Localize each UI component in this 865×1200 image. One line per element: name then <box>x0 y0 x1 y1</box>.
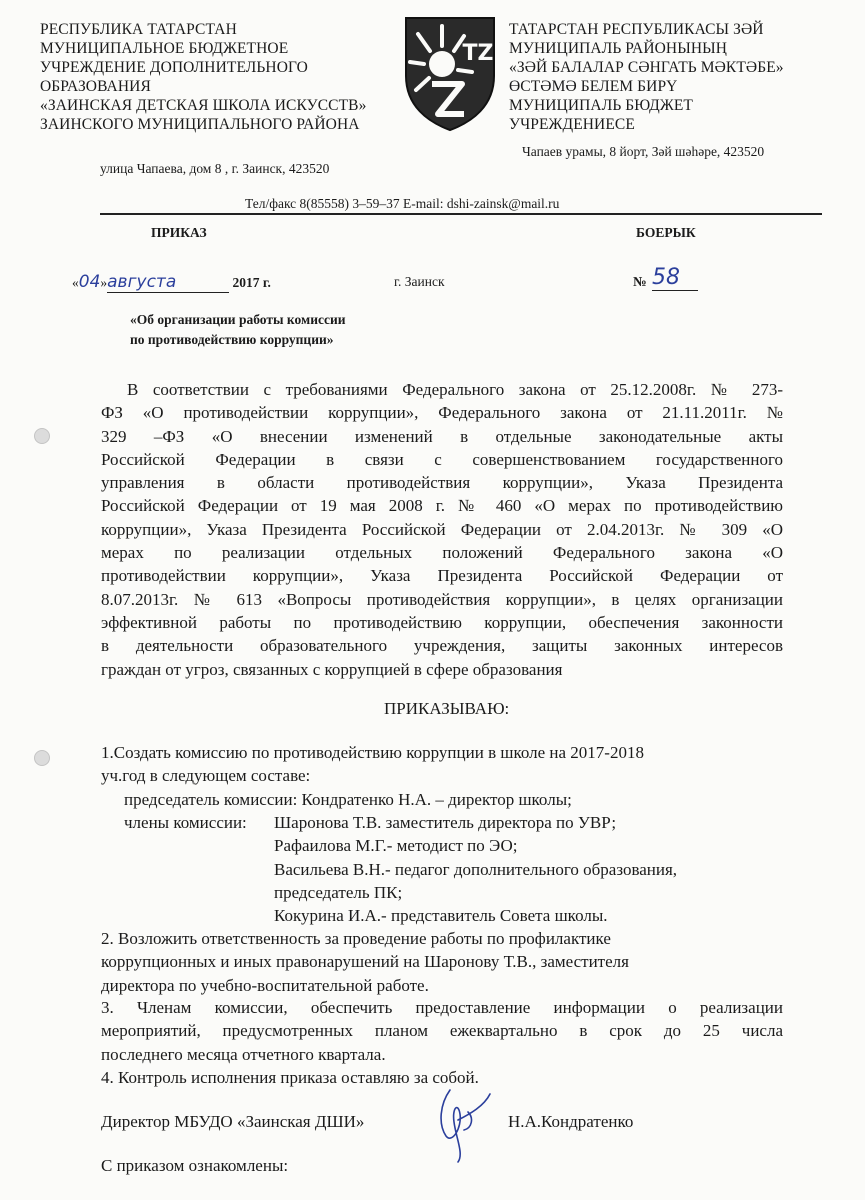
order-title-tt: БОЕРЫК <box>636 225 696 240</box>
preamble-line: мерах по реализации отдельных положений Федерального закона «О <box>101 543 783 563</box>
header-left-line: «ЗАИНСКАЯ ДЕТСКАЯ ШКОЛА ИСКУССТВ» <box>40 97 367 114</box>
preamble-line: 8.07.2013г. № 613 «Вопросы противодействия коррупции», в целях организации <box>101 589 783 609</box>
order-subject-line: по противодействию коррупции» <box>130 332 334 347</box>
punch-hole-bottom <box>34 750 50 766</box>
item-2-line: коррупционных и иных правонарушений на Шаронову Т.В., заместителя <box>101 952 629 972</box>
header-left-line: МУНИЦИПАЛЬНОЕ БЮДЖЕТНОЕ <box>40 40 289 57</box>
preamble-line: ФЗ «О противодействии коррупции», Федерального закона от 21.11.2011г. № <box>101 403 783 423</box>
signature-name: Н.А.Кондратенко <box>508 1112 634 1131</box>
date-open-quote: « <box>72 275 79 290</box>
date-month: августа <box>107 272 229 293</box>
preamble-line: управления в области противодействия коррупции», Указа Президента <box>101 473 783 493</box>
header-right-line: МУНИЦИПАЛЬ БЮДЖЕТ <box>509 97 693 114</box>
header-left-line: ЗАИНСКОГО МУНИЦИПАЛЬНОГО РАЙОНА <box>40 116 360 133</box>
signature-scribble <box>428 1084 498 1164</box>
header-left-block <box>40 20 366 134</box>
preamble-line: В соответствии с требованиями Федерального закона от 25.12.2008г. № 273- <box>127 380 783 399</box>
member-line: Рафаилова М.Г.- методист по ЭО; <box>274 836 518 856</box>
item-1-line: 1.Создать комиссию по противодействию коррупции в школе на 2017-2018 <box>101 743 644 762</box>
preamble <box>101 378 783 681</box>
order-date <box>72 272 271 293</box>
header-left-line: РЕСПУБЛИКА ТАТАРСТАН <box>40 21 237 38</box>
header-right-line: УЧРЕЖДЕНИЕСЕ <box>509 116 635 133</box>
header-right-line: ӨСТӘМӘ БЕЛЕМ БИРҮ <box>509 78 678 95</box>
header-left-line: УЧРЕЖДЕНИЕ ДОПОЛНИТЕЛЬНОГО <box>40 59 308 76</box>
acknowledged-label: С приказом ознакомлены: <box>101 1156 289 1175</box>
item-3 <box>101 996 783 1066</box>
order-city: г. Заинск <box>394 274 445 289</box>
emblem-logo <box>402 14 498 134</box>
header-right-block <box>509 20 784 134</box>
preamble-line: Российской Федерации в связи с совершенствованием государственного <box>101 449 783 469</box>
order-subject-line: «Об организации работы комиссии <box>130 312 346 327</box>
committee-chair: председатель комиссии: Кондратенко Н.А. – директор школы; <box>124 790 572 809</box>
header-left-line: ОБРАЗОВАНИЯ <box>40 78 151 95</box>
signature-position: Директор МБУДО «Заинская ДШИ» <box>101 1112 365 1131</box>
item-2-line: директора по учебно-воспитательной работе. <box>101 975 429 995</box>
preamble-line: Российской Федерации от 19 мая 2008 г. № 460 «О мерах по противодействию <box>101 496 783 516</box>
header-right-line: «ЗӘЙ БАЛАЛАР СӘНГАТЬ МӘКТӘБЕ» <box>509 59 784 76</box>
preamble-line: граждан от угроз, связанных с коррупцией в сфере образования <box>101 659 563 679</box>
item-3-line: мероприятий, предусмотренных планом ежеквартально в срок до 25 числа <box>101 1021 783 1041</box>
contacts: Тел/факс 8(85558) 3–59–37 E-mail: dshi-zainsk@mail.ru <box>245 196 560 211</box>
address-left: улица Чапаева, дом 8 , г. Заинск, 423520 <box>100 161 330 176</box>
member-line: Васильева В.Н.- педагог дополнительного образования, <box>274 859 678 879</box>
order-subject <box>130 310 346 350</box>
item-1-line: уч.год в следующем составе: <box>101 766 311 786</box>
order-title-ru: ПРИКАЗ <box>151 225 207 240</box>
emblem-letter: TZ <box>462 41 494 66</box>
item-4: 4. Контроль исполнения приказа оставляю за собой. <box>101 1068 479 1087</box>
item-3-line: последнего месяца отчетного квартала. <box>101 1044 386 1064</box>
date-mid-quote: » <box>100 275 108 290</box>
item-2 <box>101 927 629 997</box>
member-line: председатель ПК; <box>274 882 403 902</box>
preamble-line: эффективной работы по противодействию коррупции, обеспечения законности <box>101 612 783 632</box>
punch-hole-top <box>34 428 50 444</box>
preamble-line: противодействии коррупции», Указа Президента Российской Федерации от <box>101 566 783 586</box>
header-divider <box>100 213 822 215</box>
date-day: 04 <box>78 272 101 292</box>
header-right-line: ТАТАРСТАН РЕСПУБЛИКАСЫ ЗӘЙ <box>509 21 764 38</box>
member-line: Кокурина И.А.- представитель Совета школы. <box>274 906 608 926</box>
item-3-line: 3. Членам комиссии, обеспечить предоставление информации о реализации <box>101 998 783 1017</box>
header-right-line: МУНИЦИПАЛЬ РАЙОНЫНЫҢ <box>509 40 728 57</box>
order-word: ПРИКАЗЫВАЮ: <box>384 699 510 718</box>
order-number-label: № <box>633 274 647 289</box>
order-number: 58 <box>652 266 698 291</box>
address-right: Чапаев урамы, 8 йорт, Зәй шәһәре, 423520 <box>522 144 765 159</box>
member-line: Шаронова Т.В. заместитель директора по УВР; <box>274 813 617 832</box>
members-label: члены комиссии: <box>124 813 247 832</box>
preamble-line: в деятельности образовательного учреждения, защиты законных интересов <box>101 636 783 656</box>
item-2-line: 2. Возложить ответственность за проведение работы по профилактике <box>101 929 611 948</box>
members-list <box>274 811 677 927</box>
date-year: 2017 г. <box>232 275 271 290</box>
preamble-line: 329 –ФЗ «О внесении изменений в отдельные законодательные акты <box>101 426 783 446</box>
item-1 <box>101 741 644 788</box>
preamble-line: коррупции», Указа Президента Российской Федерации от 2.04.2013г. № 309 «О <box>101 519 783 539</box>
